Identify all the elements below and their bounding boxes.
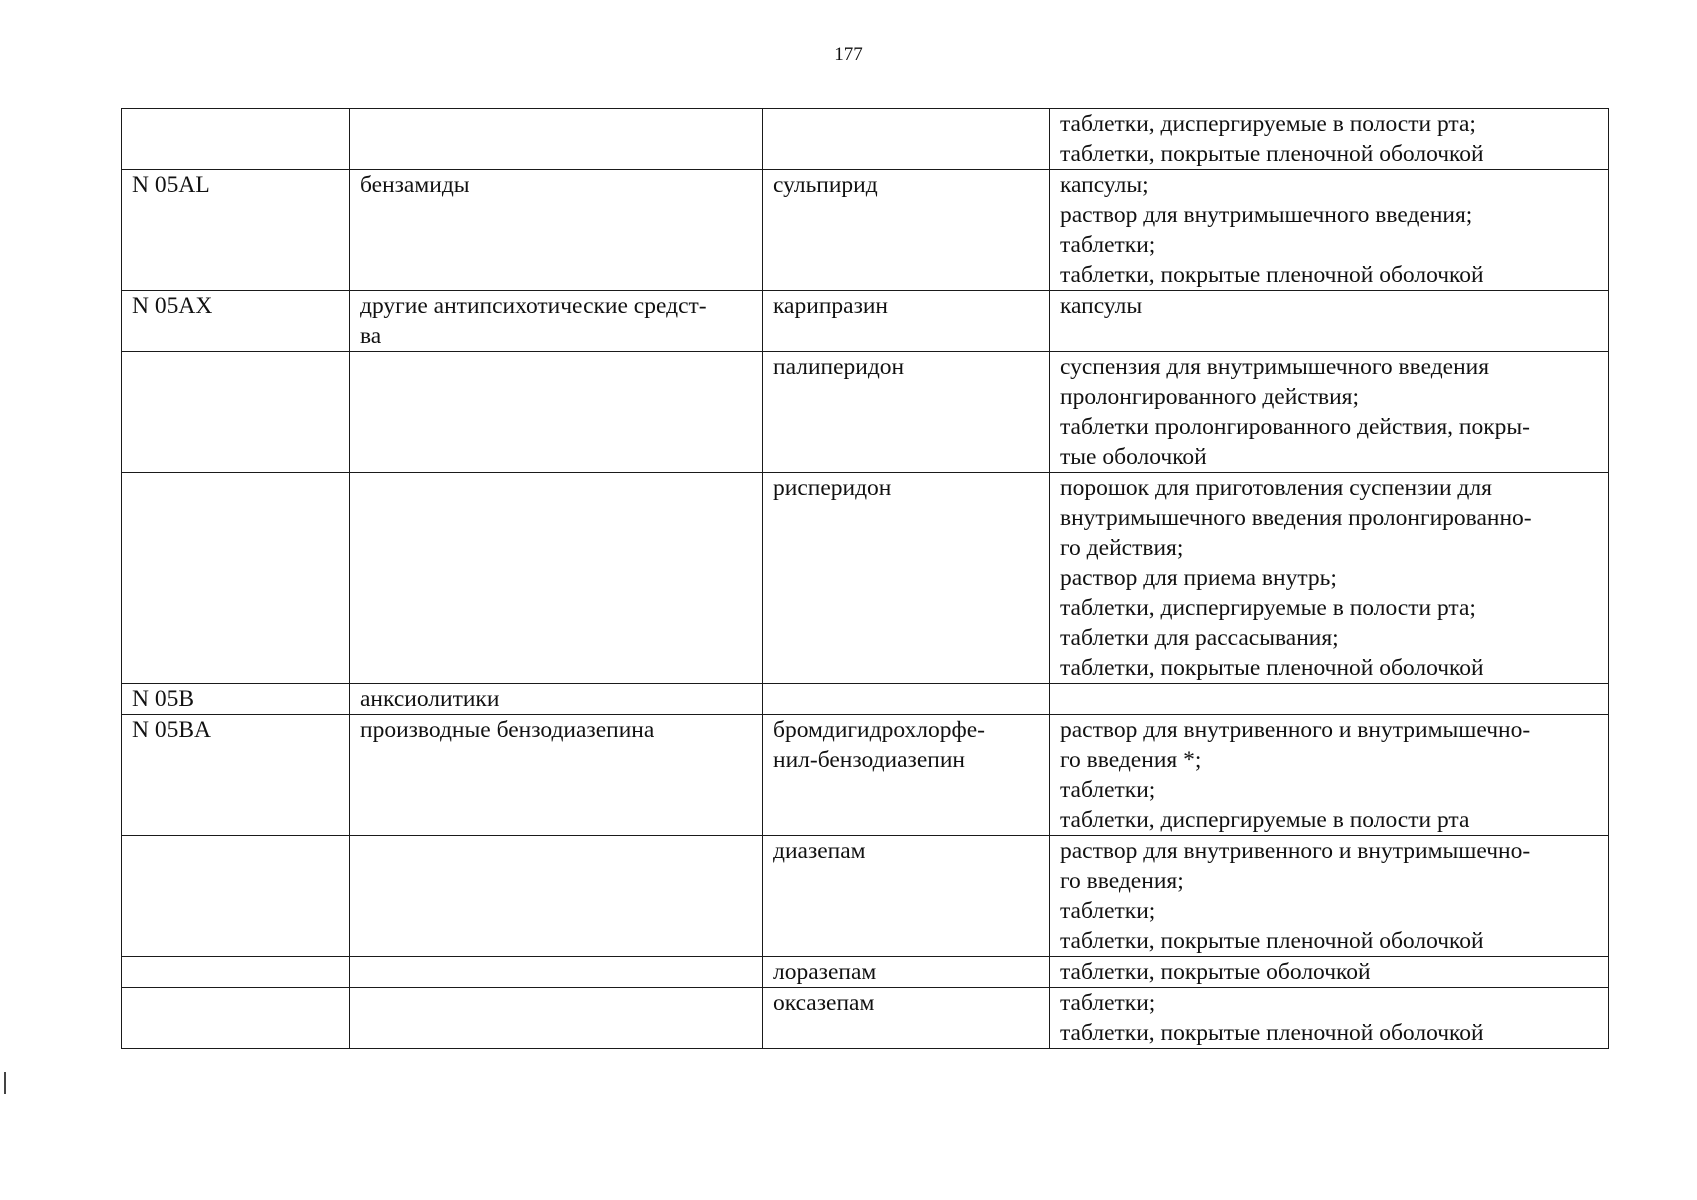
dosage-forms-line: порошок для приготовления суспензии для	[1060, 475, 1492, 501]
dosage-forms-line: раствор для приема внутрь;	[1060, 565, 1337, 591]
dosage-forms-line: тые оболочкой	[1060, 444, 1207, 470]
table-row	[122, 684, 1609, 715]
dosage-forms-line: таблетки;	[1060, 990, 1156, 1016]
table-row	[122, 957, 1609, 988]
atc-code: N 05B	[132, 686, 195, 712]
dosage-forms-cell	[1050, 957, 1609, 988]
dosage-forms-line: го введения *;	[1060, 747, 1202, 773]
table-row	[122, 473, 1609, 684]
dosage-forms-line: таблетки, покрытые пленочной оболочкой	[1060, 1020, 1484, 1046]
dosage-forms-line: таблетки, покрытые оболочкой	[1060, 959, 1371, 985]
group-name-cell	[350, 291, 763, 352]
drug-name-cell	[763, 684, 1050, 715]
atc-code-cell	[122, 684, 350, 715]
group-name-line: производные бензодиазепина	[360, 717, 655, 743]
dosage-forms-line: таблетки, покрытые пленочной оболочкой	[1060, 928, 1484, 954]
dosage-forms-line: таблетки, диспергируемые в полости рта;	[1060, 111, 1476, 137]
atc-code-cell	[122, 836, 350, 957]
atc-code: N 05AL	[132, 172, 210, 198]
page-number: 177	[834, 44, 863, 65]
dosage-forms-line: таблетки;	[1060, 232, 1156, 258]
group-name-cell	[350, 473, 763, 684]
group-name-cell	[350, 836, 763, 957]
drug-name-line: нил-бензодиазепин	[773, 747, 965, 773]
drug-table	[121, 108, 1609, 1049]
dosage-forms-cell	[1050, 836, 1609, 957]
drug-name-line: сульпирид	[773, 172, 878, 198]
group-name-cell	[350, 170, 763, 291]
dosage-forms-cell	[1050, 109, 1609, 170]
group-name-cell	[350, 715, 763, 836]
dosage-forms-line: раствор для внутримышечного введения;	[1060, 202, 1473, 228]
group-name-cell	[350, 352, 763, 473]
table-row	[122, 170, 1609, 291]
drug-name-cell	[763, 988, 1050, 1049]
dosage-forms-line: пролонгированного действия;	[1060, 384, 1360, 410]
table-row	[122, 291, 1609, 352]
table-row	[122, 109, 1609, 170]
dosage-forms-line: суспензия для внутримышечного введения	[1060, 354, 1490, 380]
dosage-forms-line: го действия;	[1060, 535, 1184, 561]
group-name-line: другие антипсихотические средст-	[360, 293, 707, 319]
dosage-forms-line: капсулы	[1060, 293, 1143, 319]
drug-name-cell	[763, 473, 1050, 684]
group-name-cell	[350, 684, 763, 715]
dosage-forms-cell	[1050, 684, 1609, 715]
dosage-forms-line: го введения;	[1060, 868, 1184, 894]
dosage-forms-cell	[1050, 473, 1609, 684]
table-row	[122, 836, 1609, 957]
dosage-forms-line: раствор для внутривенного и внутримышечно-	[1060, 717, 1531, 743]
dosage-forms-line: таблетки для рассасывания;	[1060, 625, 1339, 651]
table-row	[122, 352, 1609, 473]
drug-name-cell	[763, 291, 1050, 352]
drug-name-line: бромдигидрохлорфе-	[773, 717, 985, 743]
group-name-cell	[350, 109, 763, 170]
group-name-cell	[350, 957, 763, 988]
drug-name-cell	[763, 109, 1050, 170]
drug-name-cell	[763, 836, 1050, 957]
dosage-forms-line: таблетки;	[1060, 898, 1156, 924]
dosage-forms-line: таблетки, покрытые пленочной оболочкой	[1060, 655, 1484, 681]
dosage-forms-cell	[1050, 352, 1609, 473]
scan-mark	[4, 1072, 6, 1094]
atc-code-cell	[122, 957, 350, 988]
dosage-forms-cell	[1050, 988, 1609, 1049]
atc-code: N 05AX	[132, 293, 213, 319]
drug-name-cell	[763, 957, 1050, 988]
dosage-forms-line: внутримышечного введения пролонгированно-	[1060, 505, 1532, 531]
group-name-line: ва	[360, 323, 382, 349]
dosage-forms-line: таблетки пролонгированного действия, покры-	[1060, 414, 1530, 440]
drug-name-cell	[763, 715, 1050, 836]
table-body	[122, 109, 1609, 1049]
atc-code-cell	[122, 291, 350, 352]
dosage-forms-line: таблетки, покрытые пленочной оболочкой	[1060, 262, 1484, 288]
drug-name-line: лоразепам	[773, 959, 877, 985]
group-name-cell	[350, 988, 763, 1049]
atc-code-cell	[122, 473, 350, 684]
drug-name-line: палиперидон	[773, 354, 905, 380]
dosage-forms-line: таблетки, диспергируемые в полости рта	[1060, 807, 1470, 833]
dosage-forms-line: раствор для внутривенного и внутримышечно-	[1060, 838, 1531, 864]
atc-code-cell	[122, 109, 350, 170]
atc-code: N 05BA	[132, 717, 211, 743]
drug-name-line: диазепам	[773, 838, 866, 864]
dosage-forms-line: таблетки, диспергируемые в полости рта;	[1060, 595, 1476, 621]
dosage-forms-cell	[1050, 170, 1609, 291]
drug-name-line: рисперидон	[773, 475, 892, 501]
dosage-forms-line: таблетки, покрытые пленочной оболочкой	[1060, 141, 1484, 167]
atc-code-cell	[122, 352, 350, 473]
group-name-line: анксиолитики	[360, 686, 500, 712]
atc-code-cell	[122, 715, 350, 836]
drug-name-line: карипразин	[773, 293, 889, 319]
dosage-forms-line: таблетки;	[1060, 777, 1156, 803]
drug-name-cell	[763, 352, 1050, 473]
dosage-forms-cell	[1050, 715, 1609, 836]
dosage-forms-line: капсулы;	[1060, 172, 1149, 198]
atc-code-cell	[122, 988, 350, 1049]
dosage-forms-cell	[1050, 291, 1609, 352]
drug-name-cell	[763, 170, 1050, 291]
table-row	[122, 988, 1609, 1049]
table-row	[122, 715, 1609, 836]
atc-code-cell	[122, 170, 350, 291]
drug-name-line: оксазепам	[773, 990, 875, 1016]
group-name-line: бензамиды	[360, 172, 470, 198]
